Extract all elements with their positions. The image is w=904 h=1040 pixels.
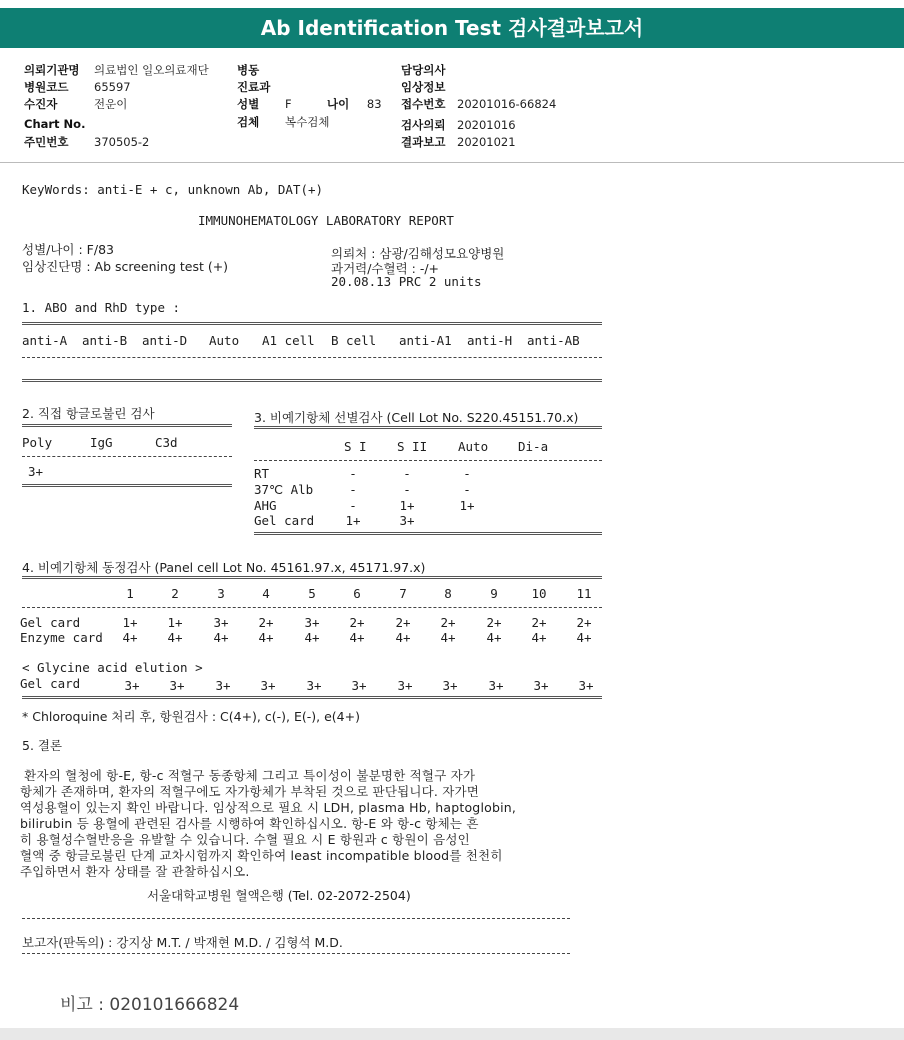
header-field (237, 96, 292, 112)
header-label: 병동 (237, 63, 260, 77)
header-label: 의뢰기관명 (24, 63, 80, 77)
abo-column-header: anti-H (467, 333, 513, 348)
header-field (24, 117, 94, 131)
keywords: KeyWords: anti-E + c, unknown Ab, DAT(+) (22, 182, 324, 197)
panel-cell: 2+ (258, 615, 274, 630)
header-value: 복수검체 (285, 115, 330, 129)
header-value: 370505-2 (94, 135, 150, 149)
glycine-title: < Glycine acid elution > (22, 660, 203, 675)
panel-cell-number: 9 (490, 586, 498, 601)
panel-cell-number: 8 (444, 586, 452, 601)
glycine-cell: 3+ (260, 678, 276, 693)
panel-cell-number: 5 (308, 586, 316, 601)
panel-cell-number: 2 (171, 586, 179, 601)
screening-row-label: AHG (254, 498, 277, 513)
header-label: 임상정보 (401, 80, 446, 94)
abo-column-header: anti-AB (527, 333, 580, 348)
screening-column-header: Di-a (518, 439, 549, 454)
header-label: 담당의사 (401, 63, 446, 77)
panel-cell: 1+ (122, 615, 138, 630)
panel-cell: 2+ (486, 615, 502, 630)
report-heading: IMMUNOHEMATOLOGY LABORATORY REPORT (198, 213, 454, 228)
panel-cell: 2+ (576, 615, 592, 630)
screening-cell: - (349, 466, 357, 481)
panel-cell: 4+ (531, 630, 547, 645)
panel-cell-number: 10 (531, 586, 547, 601)
header-value: 의료법인 일오의료재단 (94, 63, 209, 77)
rule (22, 953, 570, 954)
header-divider (0, 162, 904, 163)
header-label: 병원코드 (24, 80, 69, 94)
header-field (237, 79, 285, 95)
panel-cell-number: 11 (576, 586, 592, 601)
conclusion-title: 5. 결론 (22, 738, 63, 753)
chloroquine-note: * Chloroquine 처리 후, 항원검사 : C(4+), c(-), E(-), e(4+) (22, 709, 360, 724)
panel-cell: 4+ (576, 630, 592, 645)
screening-row-label: 37℃ Alb (254, 482, 314, 497)
screening-section-title: 3. 비예기항체 선별검사 (Cell Lot No. S220.45151.70.x) (254, 410, 579, 425)
header-label: 주민번호 (24, 135, 69, 149)
glycine-cell: 3+ (488, 678, 504, 693)
rule (254, 460, 602, 461)
age-label: 나이 (327, 97, 350, 111)
dat-value: 3+ (28, 464, 44, 479)
dat-section-title: 2. 직접 항글로불린 검사 (22, 406, 155, 421)
screening-row-label: Gel card (254, 513, 315, 528)
glycine-row-label: Gel card (20, 676, 81, 691)
screening-cell: 1+ (345, 513, 361, 528)
header-value: 20201016 (457, 118, 516, 132)
panel-cell: 2+ (395, 615, 411, 630)
abo-column-header: anti-D (142, 333, 188, 348)
rule (22, 322, 602, 325)
transfusion-history: 과거력/수혈력 : -/+ (331, 261, 440, 276)
rule (22, 379, 602, 382)
glycine-cell: 3+ (533, 678, 549, 693)
report-title: Ab Identification Test 검사결과보고서 (0, 8, 904, 48)
panel-cell: 2+ (531, 615, 547, 630)
reporters: 보고자(판독의) : 강지상 M.T. / 박재현 M.D. / 김형석 M.D. (22, 935, 343, 950)
panel-cell: 4+ (304, 630, 320, 645)
panel-cell: 4+ (440, 630, 456, 645)
abo-column-header: anti-B (82, 333, 128, 348)
header-field (24, 134, 149, 150)
header-value: 20201016-66824 (457, 97, 557, 111)
conclusion-line: 히 용혈성수혈반응을 유발할 수 있습니다. 수혈 필요 시 E 항원과 c 항원이 음성인 (20, 832, 470, 847)
rule (22, 918, 570, 919)
institution: 서울대학교병원 혈액은행 (Tel. 02-2072-2504) (147, 888, 411, 903)
glycine-cell: 3+ (578, 678, 594, 693)
screening-cell: - (349, 498, 357, 513)
panel-cell: 4+ (213, 630, 229, 645)
rule (22, 696, 602, 699)
screening-cell: - (463, 482, 471, 497)
header-field (24, 79, 131, 95)
conclusion-line: 환자의 혈청에 항-E, 항-c 적혈구 동종항체 그리고 특이성이 불분명한 적혈구 자가 (20, 768, 476, 783)
panel-cell-number: 7 (399, 586, 407, 601)
header-label: 결과보고 (401, 135, 446, 149)
header-label: 진료과 (237, 80, 271, 94)
screening-column-header: Auto (458, 439, 489, 454)
panel-row-label: Enzyme card (20, 630, 103, 645)
panel-cell: 1+ (167, 615, 183, 630)
panel-section-title: 4. 비예기항체 동정검사 (Panel cell Lot No. 45161.97.x, 45171.97.x) (22, 560, 426, 575)
panel-cell-number: 4 (262, 586, 270, 601)
abo-column-header: anti-A1 (399, 333, 452, 348)
rule (22, 484, 232, 487)
remark: 비고 : 020101666824 (60, 995, 240, 1015)
panel-cell: 2+ (349, 615, 365, 630)
rule (22, 357, 602, 358)
glycine-cell: 3+ (169, 678, 185, 693)
conclusion-line: 혈액 중 항글로불린 단계 교차시험까지 확인하여 least incompatible blood를 천천히 (20, 848, 503, 863)
screening-column-header: S II (397, 439, 428, 454)
diagnosis: 임상진단명 : Ab screening test (+) (22, 259, 229, 274)
panel-cell: 2+ (440, 615, 456, 630)
rule (22, 607, 602, 608)
glycine-cell: 3+ (397, 678, 413, 693)
header-label: 검사의뢰 (401, 118, 446, 132)
conclusion-line: 주입하면서 환자 상태를 잘 관찰하십시오. (20, 864, 250, 879)
panel-cell: 4+ (122, 630, 138, 645)
panel-cell-number: 1 (126, 586, 134, 601)
sex-age: 성별/나이 : F/83 (22, 242, 114, 257)
screening-cell: 1+ (459, 498, 475, 513)
header-label: Chart No. (24, 117, 86, 131)
header-field (401, 96, 556, 112)
abo-section-title: 1. ABO and RhD type : (22, 300, 181, 315)
screening-column-header: S I (344, 439, 367, 454)
conclusion-line: 역성용혈이 있는지 확인 바랍니다. 임상적으로 필요 시 LDH, plasma Hb, haptoglobin, (20, 800, 517, 815)
header-label: 접수번호 (401, 97, 446, 111)
bottom-bar (0, 1028, 904, 1040)
panel-cell: 4+ (349, 630, 365, 645)
header-field (401, 79, 457, 95)
glycine-cell: 3+ (215, 678, 231, 693)
header-field (237, 62, 285, 78)
screening-cell: - (463, 466, 471, 481)
header-field (401, 62, 457, 78)
panel-cell: 4+ (395, 630, 411, 645)
transfusion-detail: 20.08.13 PRC 2 units (331, 274, 482, 289)
panel-row-label: Gel card (20, 615, 81, 630)
screening-cell: 3+ (399, 513, 415, 528)
panel-cell: 3+ (213, 615, 229, 630)
rule (254, 532, 602, 535)
header-label: 수진자 (24, 97, 58, 111)
header-field (24, 96, 127, 112)
abo-column-header: anti-A (22, 333, 68, 348)
panel-cell: 3+ (304, 615, 320, 630)
header-label: 성별 (237, 97, 260, 111)
rule (22, 576, 602, 579)
screening-row-label: RT (254, 466, 270, 481)
header-field (237, 114, 329, 130)
dat-column-header: IgG (90, 435, 113, 450)
rule (254, 426, 602, 429)
panel-cell: 4+ (167, 630, 183, 645)
abo-column-header: Auto (209, 333, 240, 348)
abo-column-header: A1 cell (262, 333, 315, 348)
panel-cell-number: 6 (353, 586, 361, 601)
conclusion-line: 항체가 존재하며, 환자의 적혈구에도 자가항체가 부착된 것으로 판단됩니다. 자가면 (20, 784, 480, 799)
header-value: 전운이 (94, 97, 128, 111)
rule (22, 424, 232, 427)
header-field (401, 134, 516, 150)
age-value: 83 (366, 97, 382, 111)
dat-column-header: C3d (155, 435, 178, 450)
header-value: F (285, 97, 292, 111)
screening-cell: - (403, 482, 411, 497)
panel-cell: 4+ (486, 630, 502, 645)
conclusion-line: bilirubin 등 용혈에 관련된 검사를 시행하여 확인하십시오. 항-E 와 항-c 항체는 흔 (20, 816, 479, 831)
glycine-cell: 3+ (442, 678, 458, 693)
header-field (24, 62, 209, 78)
abo-column-header: B cell (331, 333, 377, 348)
panel-cell-number: 3 (217, 586, 225, 601)
panel-cell: 4+ (258, 630, 274, 645)
glycine-cell: 3+ (306, 678, 322, 693)
glycine-cell: 3+ (124, 678, 140, 693)
header-value: 20201021 (457, 135, 516, 149)
glycine-cell: 3+ (351, 678, 367, 693)
screening-cell: - (349, 482, 357, 497)
referrer: 의뢰처 : 삼광/김해성모요양병원 (331, 246, 505, 261)
header-value: 65597 (94, 80, 131, 94)
screening-cell: - (403, 466, 411, 481)
screening-cell: 1+ (399, 498, 415, 513)
age-field (327, 96, 382, 112)
dat-column-header: Poly (22, 435, 53, 450)
header-field (401, 117, 516, 133)
header-label: 검체 (237, 115, 260, 129)
rule (22, 456, 232, 457)
